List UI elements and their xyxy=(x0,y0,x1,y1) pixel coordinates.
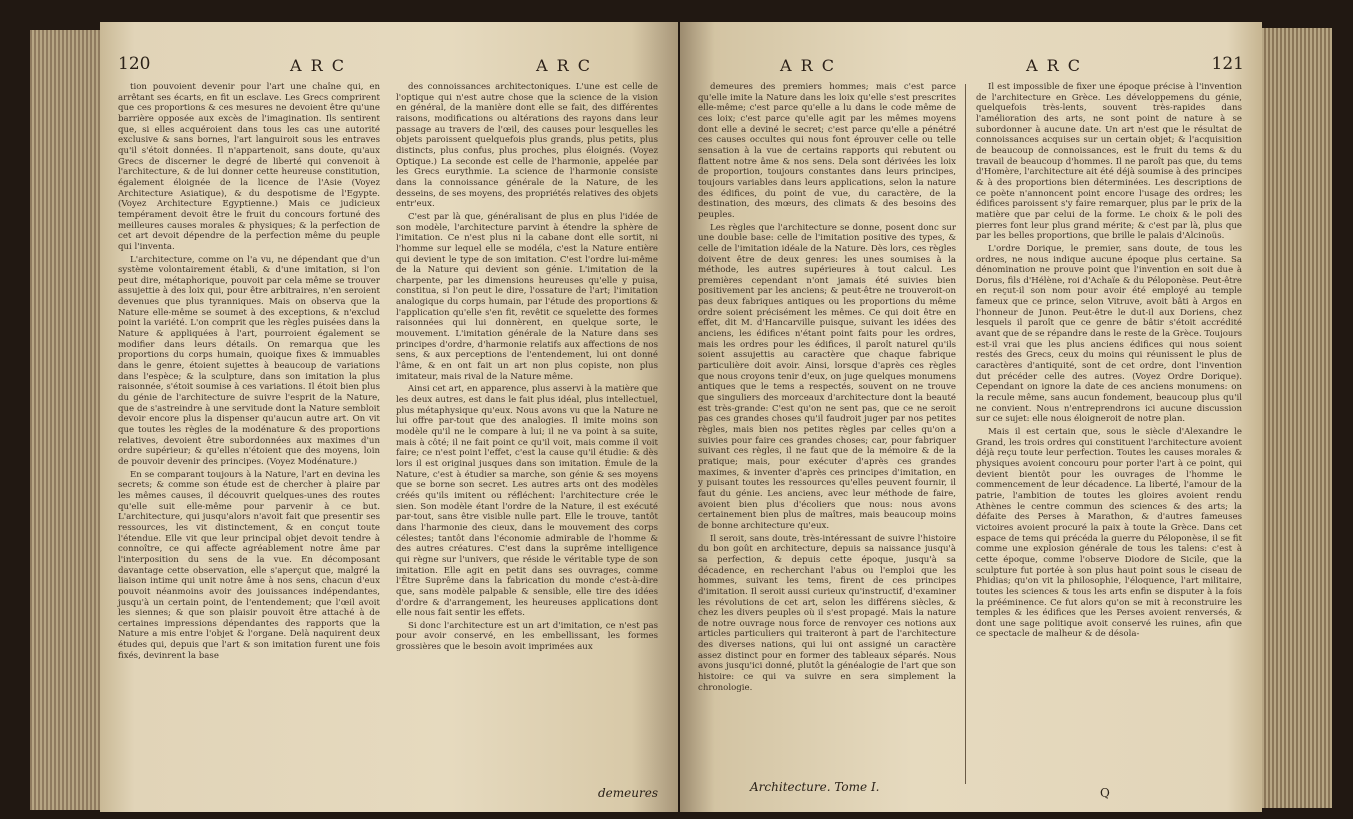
text-column-1 xyxy=(698,82,956,695)
running-header: A R C xyxy=(290,56,347,75)
paragraph: Les règles que l'architecture se donne, posent donc sur une double base: celle de l'imitation positive des types, & celle de l'imitation idéale de la Nature. Dès lors, ces règles doivent être de deux genres: les unes soumises à la méthode, les autres supérieures à tout calcul. Les premières cependant n'ont jamais été suivies bien positivement par les anciens; & peut-être ne trouveroit-on pas deux fabriques antiques ou les proportions du même ordre soient précisément les mêmes. Ce qui doit être en effet, dit M. d'Hancarville puisque, suivant les idées des anciens, les édifices n'étant point faits pour les ordres, mais les ordres pour les édifices, il paroît naturel qu'ils soient assujettis au caractère que chaque fabrique particulière doit avoir. Ainsi, lorsque d'après ces règles que nous croyons tenir d'eux, on juge quelques monumens antiques que le tems a respectés, souvent on ne trouve que singuliers des morceaux d'architecture dont la beauté est très-grande: C'est qu'on ne sent pas, que ce ne seroit pas ces grandes choses qu'il faudroit juger par nos petites règles, mais bien nos petites règles par celles qu'on a suivies pour faire ces grandes choses; car, pour fabriquer suivant ces règles, il ne faut que de la mémoire & de la pratique; mais, pour exécuter d'après ces grandes maximes, & inventer d'après ces principes d'imitation, en y puisant toutes les ressources qu'elles peuvent fournir, il faut du génie. Les anciens, avec leur méthode de faire, avoient bien plus d'écoliers que nous: nous avons certainement bien plus de maîtres, mais beaucoup moins de bonne architecture qu'eux. xyxy=(698,222,956,531)
column-rule xyxy=(965,84,966,784)
signature-mark: Q xyxy=(1100,786,1110,800)
paragraph: demeures des premiers hommes; mais c'est parce qu'elle imite la Nature dans les loix qu'elle s'est prescrites elle-même; c'est parce qu'elle a lu dans le code même de ces loix; c'est parce qu'elle agit par les mêmes moyens dont elle a deviné le secret; c'est parce qu'elle a pénétré ces causes occultes qui nous font éprouver celle ou telle sensation à la vue de certains rapports qui rebutent ou flattent notre âme & nos sens. Dela sont dérivées les loix de proportion, toujours constantes dans leurs principes, toujours variables dans leurs applications, selon la nature des édifices, du point de vue, du caractère, de la destination, des mœurs, des climats & des besoins des peuples. xyxy=(698,82,956,220)
running-header: A R C xyxy=(536,56,593,75)
paragraph: C'est par là que, généralisant de plus en plus l'idée de son modèle, l'architecture parvint à étendre la sphère de l'imitation. Ce n'est plus ni la cabane dont elle sortit, ni l'homme sur lequel elle se modéla, c'est la Nature entière qui devient le type de son imitation. C'est l'ordre lui-même de la Nature qui devient son génie. L'imitation de la charpente, par les dimensions heureuses qu'elle y puisa, constitua, si l'on peut le dire, l'ossature de l'art; l'imitation analogique du corps humain, par l'étude des proportions & l'application qu'elle s'en fit, revêtit ce squelette des formes raisonnées qui lui donnèrent, en quelque sorte, le mouvement. L'imitation générale de la Nature dans ses principes d'ordre, d'harmonie relatifs aux affections de nos sens, & aux perceptions de l'entendement, lui ont donné l'âme, & en ont fait un art non plus copiste, non plus imitateur, mais rival de la Nature même. xyxy=(396,211,658,382)
paragraph: L'ordre Dorique, le premier, sans doute, de tous les ordres, ne nous indique aucune époque plus certaine. Sa dénomination ne prouve point que l'invention en soit due à Dorus, fils d'Hélène, roi d'Achaïe & du Péloponèse. Peut-être en reçut-il son nom pour avoir été employé au temple fameux que ce prince, selon Vitruve, avoit bâti à Argos en l'honneur de Junon. Peut-être le dut-il aux Doriens, chez lesquels il paroît que ce genre de bâtir s'étoit accrédité avant que de se répandre dans le reste de la Grèce. Toujours est-il vrai que les plus anciens édifices qui nous soient restés des Grecs, ceux du moins qui réunissent le plus de caractères d'antiquité, sont de cet ordre, dont l'invention dut précéder celle des autres. (Voyez Ordre Dorique). Cependant on ignore la date de ces anciens monumens: on la recule même, sans aucun fondement, beaucoup plus qu'il ne convient. Nous n'entreprendrons ici aucune discussion sur ce sujet: elle nous éloigneroit de notre plan. xyxy=(976,243,1242,425)
paragraph: Ainsi cet art, en apparence, plus asservi à la matière que les deux autres, est dans le fait plus idéal, plus intellectuel, plus métaphysique qu'eux. Nous avons vu que la Nature ne lui offre par-tout que des analogies. Il imite moins son modèle qu'il ne le compare à lui; il ne va point à sa suite, mais à côté; il ne fait point ce qu'il voit, mais comme il voit faire; ce n'est point l'effet, c'est la cause qu'il étudie: & dès lors il est original jusques dans son imitation. Émule de la Nature, c'est à étudier sa marche, son génie & ses moyens que se borne son secret. Les autres arts ont des modèles créés qu'ils imitent ou réfléchent: l'architecture crée le sien. Son modèle étant l'ordre de la Nature, il est exécuté par-tout, sans être visible nulle part. Elle le trouve, tantôt dans l'harmonie des cieux, dans le mouvement des corps célestes; tantôt dans l'économie admirable de l'homme & des autres créatures. C'est dans la suprême intelligence qui règne sur l'univers, que réside le véritable type de son imitation. Elle agit en petit dans ses ouvrages, comme l'Être Suprême dans la fabrication du monde c'est-à-dire que, sans modèle palpable & sensible, elle tire des idées d'ordre & d'arrangement, les heureuses applications dont elle nous fait sentir les effets. xyxy=(396,384,658,619)
paragraph: tion pouvoient devenir pour l'art une chaîne qui, en arrêtant ses écarts, en fit un esclave. Les Grecs comprirent que ces proportions & ces mesures ne devoient être qu'une barrière opposée aux excès de l'imagination. Ils sentirent que, si elles acquéroient dans tous les cas une autorité exclusive & sans bornes, l'art languiroit sous les entraves qu'il s'étoit données. Il n'appartenoit, sans doute, qu'aux Grecs de discerner le degré de liberté qui convenoit à l'architecture, & de lui donner cette heureuse constitution, également éloignée de la licence de l'Asie (Voyez Architecture Asiatique), & du despotisme de l'Egypte. (Voyez Architecture Egyptienne.) Mais ce judicieux tempérament devoit être le fruit du concours fortuné des meilleures causes morales & physiques; & la perfection de cet art devoit dépendre de la perfection même du peuple qui l'inventa. xyxy=(118,82,380,252)
running-header: A R C xyxy=(1026,56,1083,75)
text-column-2 xyxy=(396,82,658,655)
paragraph: Il est impossible de fixer une époque précise à l'invention de l'architecture en Grèce. Les développemens du génie, quelquefois très-lents, souvent très-rapides dans l'amélioration des arts, ne sont point de nature à se subordonner à aucune date. Un art n'est que le résultat de connoissances acquises sur un certain objet; & l'acquisition de beaucoup de connoissances, est le fruit du tems & du travail de beaucoup d'hommes. Il ne paroît pas que, du tems d'Homère, l'architecture ait été déjà soumise à des principes & à des proportions bien déterminées. Les descriptions de ce poète n'annoncent point encore l'usage des ordres; les édifices paroissent s'y faire remarquer, plus par le prix de la matière que par celui de la forme. Le choix & le poli des pierres font leur plus grand mérite; & c'est par là, plus que par les belles proportions, que brille le palais d'Alcinoüs. xyxy=(976,82,1242,242)
paragraph: Il seroit, sans doute, très-intéressant de suivre l'histoire du bon goût en architecture, depuis sa naissance jusqu'à sa perfection, & depuis cette époque, jusqu'à sa décadence, en recherchant l'abus ou l'emploi que les hommes, suivant les tems, firent de ces principes d'imitation. Il seroit aussi curieux qu'instructif, d'examiner les révolutions de cet art, selon les différens siècles, & chez les divers peuples où il s'est propagé. Mais la nature de notre ouvrage nous force de renvoyer ces notions aux articles particuliers qui traiteront à part de l'architecture des diverses nations, qui lui ont assigné un caractère assez distinct pour en former des tableaux séparés. Nous avons jusqu'ici donné, plutôt la généalogie de l'art que son histoire: ce qui va suivre en sera simplement la chronologie. xyxy=(698,533,956,693)
text-column-2 xyxy=(976,82,1242,642)
left-page-edges xyxy=(30,30,100,810)
paragraph: Mais il est certain que, sous le siècle d'Alexandre le Grand, les trois ordres qui constituent l'architecture avoient déjà reçu toute leur perfection. Toutes les causes morales & physiques avoient concouru pour porter l'art à ce point, qui devient bientôt pour les ouvrages de l'homme le commencement de leur décadence. La liberté, l'amour de la patrie, l'ambition de toutes les gloires avoient rendu Athènes le centre commun des sciences & des arts; la défaite des Perses à Marathon, & d'autres fameuses victoires avoient procuré la paix à toute la Grèce. Dans cet espace de tems qui précéda la guerre du Péloponèse, il se fit comme une explosion générale de tous les talens: c'est à cette époque, comme l'observe Diodore de Sicile, que la sculpture fut portée à son plus haut point sous le ciseau de Phidias; qu'on vit la philosophie, l'éloquence, l'art militaire, toutes les sciences & tous les arts enfin se disputer à la fois la prééminence. Ce fut alors qu'on se mit à reconstruire les temples & les édifices que les Perses avoient renversés, & dont une sage politique avoit conservé les ruines, afin que ce spectacle de malheur & de désola- xyxy=(976,427,1242,640)
signature-line: Architecture. Tome I. xyxy=(750,780,880,794)
paragraph: Si donc l'architecture est un art d'imitation, ce n'est pas pour avoir conservé, en les embellissant, les formes grossières que le besoin avoit imprimées aux xyxy=(396,620,658,653)
right-page-edges xyxy=(1262,28,1332,808)
running-header: A R C xyxy=(780,56,837,75)
paragraph: En se comparant toujours à la Nature, l'art en devina les secrets; & comme son étude est de chercher à plaire par les mêmes causes, il découvrit quelques-unes des routes qu'elle suit elle-même pour parvenir à ce but. L'architecture, qui jusqu'alors n'avoit fait que presentir ses ressources, les vit distinctement, & en conçut toute l'étendue. Elle vit que leur principal objet devoit tendre à connoître, ce qui affecte agréablement notre âme par l'interposition du sens de la vue. En décomposant davantage cette observation, elle s'aperçut que, malgré la liaison intime qui unit notre âme à nos sens, chacun d'eux pouvoit néanmoins avoir des jouissances indépendantes, jusqu'à un certain point, de l'entendement; que l'œil avoit les siennes; & que son plaisir pouvoit être attaché à de certaines impressions dépendantes des rapports que la Nature a mis entre l'objet & l'organe. Delà naquirent deux études qui, depuis que l'art & son imitation furent une fois fixés, devinrent la base xyxy=(118,469,380,661)
text-column-1 xyxy=(118,82,380,663)
page-number: 121 xyxy=(1211,54,1244,74)
page-number: 120 xyxy=(118,54,151,74)
right-page xyxy=(680,22,1262,812)
catchword: demeures xyxy=(598,786,658,800)
left-page xyxy=(100,22,678,812)
paragraph: des connoissances architectoniques. L'une est celle de l'optique qui n'est autre chose que la science de la vision en général, de la manière dont elle se fait, des différentes raisons, modifications ou altérations des rayons dans leur passage au travers de l'œil, des causes pour lesquelles les objets paroissent quelquefois plus grands, plus petits, plus distincts, plus confus, plus proches, plus éloignés. (Voyez Optique.) La seconde est celle de l'harmonie, appelée par les Grecs eurythmie. La science de l'harmonie consiste dans la connoissance générale de la Nature, de les desseins, de ses moyens, des propriétés relatives des objets entr'eux. xyxy=(396,82,658,210)
paragraph: L'architecture, comme on l'a vu, ne dépendant que d'un système volontairement établi, & d'une imitation, si l'on peut dire, métaphorique, pouvoit par cela même se trouver assujettie à des loix qui, pour être arbitraires, n'en seroient devenues que plus tyranniques. Mais on observa que la Nature elle-même se soumet à des exceptions, & n'exclud point la variété. L'on comprit que les règles puisées dans la Nature & appliquées à l'art, pourroient également se modifier dans leurs détails. On remarqua que les proportions du corps humain, quoique fixes & immuables dans le genre, étoient sujettes à beaucoup de variations dans l'espèce; & la sculpture, dans son imitation la plus raisonnée, s'étoit soumise à ces variations. Il étoit bien plus du génie de l'architecture de suivre l'esprit de la Nature, que de s'astreindre à une servitude dont la Nature sembloit devoir encore plus la dispenser qu'aucun autre art. On vit que toutes les règles de la modénature & des proportions relatives, devoient être subordonnées aux maximes d'un ordre supérieur; & qu'elles n'étoient que des moyens, loin de pouvoir devenir des principes. (Voyez Modénature.) xyxy=(118,254,380,467)
